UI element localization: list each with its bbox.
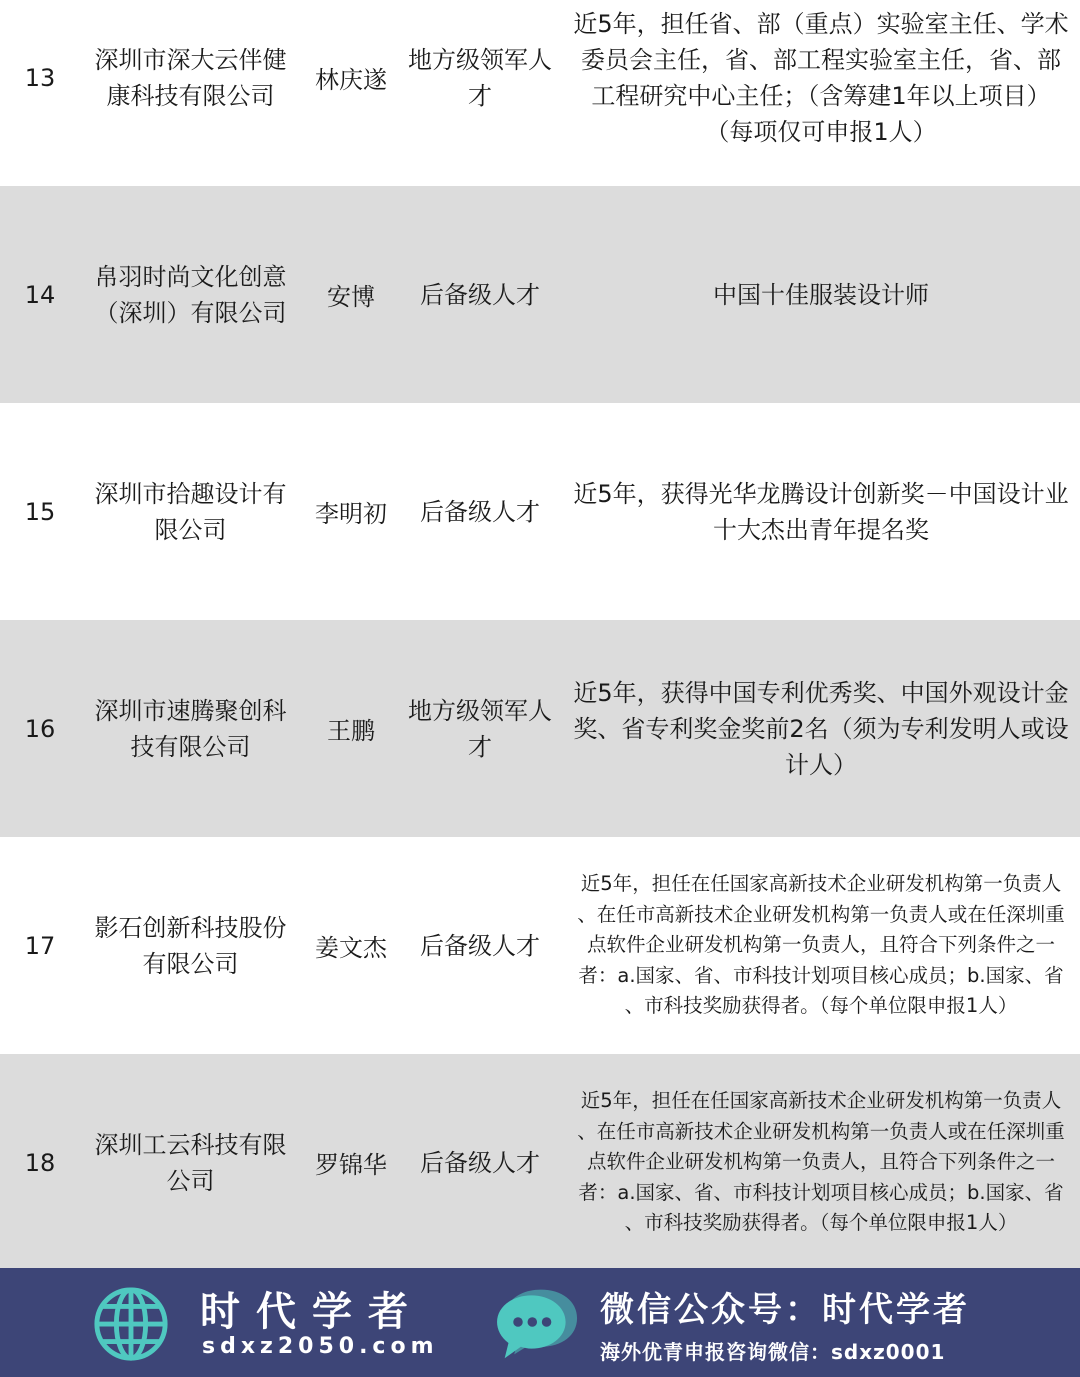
company-name-line: 帛羽时尚文化创意 — [94, 262, 287, 291]
chat-icon — [495, 1282, 581, 1362]
person-name — [298, 403, 404, 620]
row-index — [0, 186, 80, 403]
table-row — [0, 837, 1080, 1054]
row-index — [0, 1054, 80, 1271]
criteria-line: （每项仅可申报1人） — [705, 117, 937, 146]
criteria-line: 计人） — [785, 750, 857, 779]
person-name-text: 罗锦华 — [315, 1151, 387, 1179]
person-name-text: 王鹏 — [327, 717, 375, 745]
talent-level-line: 后备级人才 — [420, 280, 540, 309]
criteria-line: 、市科技奖励获得者。（每个单位限申报1人） — [624, 1211, 1018, 1235]
company-name — [88, 620, 293, 837]
criteria-line: 近5年，担任省、部（重点）实验室主任、学术 — [573, 9, 1069, 38]
person-name — [298, 837, 404, 1054]
row-index-text: 14 — [24, 280, 56, 309]
talent-level — [404, 186, 556, 403]
person-name-text: 安博 — [327, 283, 375, 311]
criteria-line: 近5年，获得中国专利优秀奖、中国外观设计金 — [573, 678, 1069, 707]
table-row — [0, 403, 1080, 620]
person-name-text: 姜文杰 — [315, 934, 387, 962]
person-name-text: 林庆遂 — [315, 66, 387, 94]
criteria-text — [562, 1054, 1080, 1271]
company-name-line: 深圳市速腾聚创科 — [94, 696, 287, 725]
talent-level — [404, 0, 556, 186]
row-index — [0, 620, 80, 837]
row-index-text: 13 — [24, 63, 56, 92]
criteria-text — [562, 0, 1080, 186]
company-name — [88, 0, 293, 186]
table-row — [0, 186, 1080, 403]
criteria-line: 、在任市高新技术企业研发机构第一负责人或在任深圳重 — [577, 902, 1065, 926]
criteria-line: 者：a.国家、省、市科技计划项目核心成员；b.国家、省 — [578, 1180, 1064, 1204]
criteria-line: 、市科技奖励获得者。（每个单位限申报1人） — [624, 994, 1018, 1018]
criteria-text — [562, 186, 1080, 403]
company-name-line: 深圳工云科技有限 — [94, 1130, 287, 1159]
wechat-contact-subtitle: 海外优青申报咨询微信：sdxz0001 — [600, 1340, 946, 1364]
criteria-line: 委员会主任，省、部工程实验室主任，省、部 — [581, 45, 1061, 74]
table-row — [0, 1054, 1080, 1271]
company-name — [88, 403, 293, 620]
talent-level-line: 后备级人才 — [420, 497, 540, 526]
talent-level-line: 后备级人才 — [420, 1148, 540, 1177]
talent-level — [404, 403, 556, 620]
talent-level-line: 后备级人才 — [420, 931, 540, 960]
criteria-line: 点软件企业研发机构第一负责人，且符合下列条件之一 — [586, 933, 1055, 957]
person-name-text: 李明初 — [315, 500, 387, 528]
company-name-line: 公司 — [166, 1166, 215, 1195]
wechat-account-title: 微信公众号：时代学者 — [600, 1290, 970, 1330]
company-name-line: （深圳）有限公司 — [94, 298, 287, 327]
company-name-line: 康科技有限公司 — [106, 81, 275, 110]
criteria-line: 中国十佳服装设计师 — [713, 280, 929, 309]
talent-level — [404, 1054, 556, 1271]
row-index-text: 16 — [24, 714, 56, 743]
row-index-text: 15 — [24, 497, 56, 526]
criteria-line: 近5年，担任在任国家高新技术企业研发机构第一负责人 — [580, 872, 1062, 896]
company-name — [88, 837, 293, 1054]
company-name-line: 限公司 — [154, 515, 227, 544]
talent-level-line: 地方级领军人 — [408, 696, 552, 725]
company-name-line: 影石创新科技股份 — [94, 913, 287, 942]
talent-level-line: 才 — [468, 732, 492, 761]
criteria-line: 奖、省专利奖金奖前2名（须为专利发明人或设 — [573, 714, 1069, 743]
criteria-line: 十大杰出青年提名奖 — [713, 515, 929, 544]
criteria-line: 工程研究中心主任；（含筹建1年以上项目） — [591, 81, 1051, 110]
company-name-line: 技有限公司 — [130, 732, 251, 761]
talent-level — [404, 620, 556, 837]
globe-icon — [92, 1285, 170, 1363]
criteria-text — [562, 403, 1080, 620]
company-name-line: 深圳市深大云伴健 — [94, 45, 287, 74]
row-index-text: 18 — [24, 1148, 56, 1177]
row-index — [0, 837, 80, 1054]
footer-banner — [0, 1268, 1080, 1377]
person-name — [298, 186, 404, 403]
row-index-text: 17 — [24, 931, 56, 960]
criteria-text — [562, 837, 1080, 1054]
brand-url[interactable]: sdxz2050.com — [202, 1334, 439, 1359]
table-row — [0, 0, 1080, 186]
criteria-line: 点软件企业研发机构第一负责人，且符合下列条件之一 — [586, 1150, 1055, 1174]
criteria-line: 、在任市高新技术企业研发机构第一负责人或在任深圳重 — [577, 1119, 1065, 1143]
person-name — [298, 620, 404, 837]
talent-level-line: 才 — [468, 81, 492, 110]
company-name — [88, 186, 293, 403]
talent-level-line: 地方级领军人 — [408, 45, 552, 74]
company-name-line: 有限公司 — [142, 949, 239, 978]
criteria-text — [562, 620, 1080, 837]
criteria-line: 近5年，担任在任国家高新技术企业研发机构第一负责人 — [580, 1089, 1062, 1113]
brand-title: 时代学者 — [200, 1289, 424, 1335]
company-name-line: 深圳市拾趣设计有 — [94, 479, 287, 508]
criteria-line: 近5年，获得光华龙腾设计创新奖－中国设计业 — [573, 479, 1069, 508]
person-name — [298, 1054, 404, 1271]
row-index — [0, 403, 80, 620]
row-index — [0, 0, 80, 186]
talent-level — [404, 837, 556, 1054]
person-name — [298, 0, 404, 186]
table-row — [0, 620, 1080, 837]
company-name — [88, 1054, 293, 1271]
criteria-line: 者：a.国家、省、市科技计划项目核心成员；b.国家、省 — [578, 963, 1064, 987]
